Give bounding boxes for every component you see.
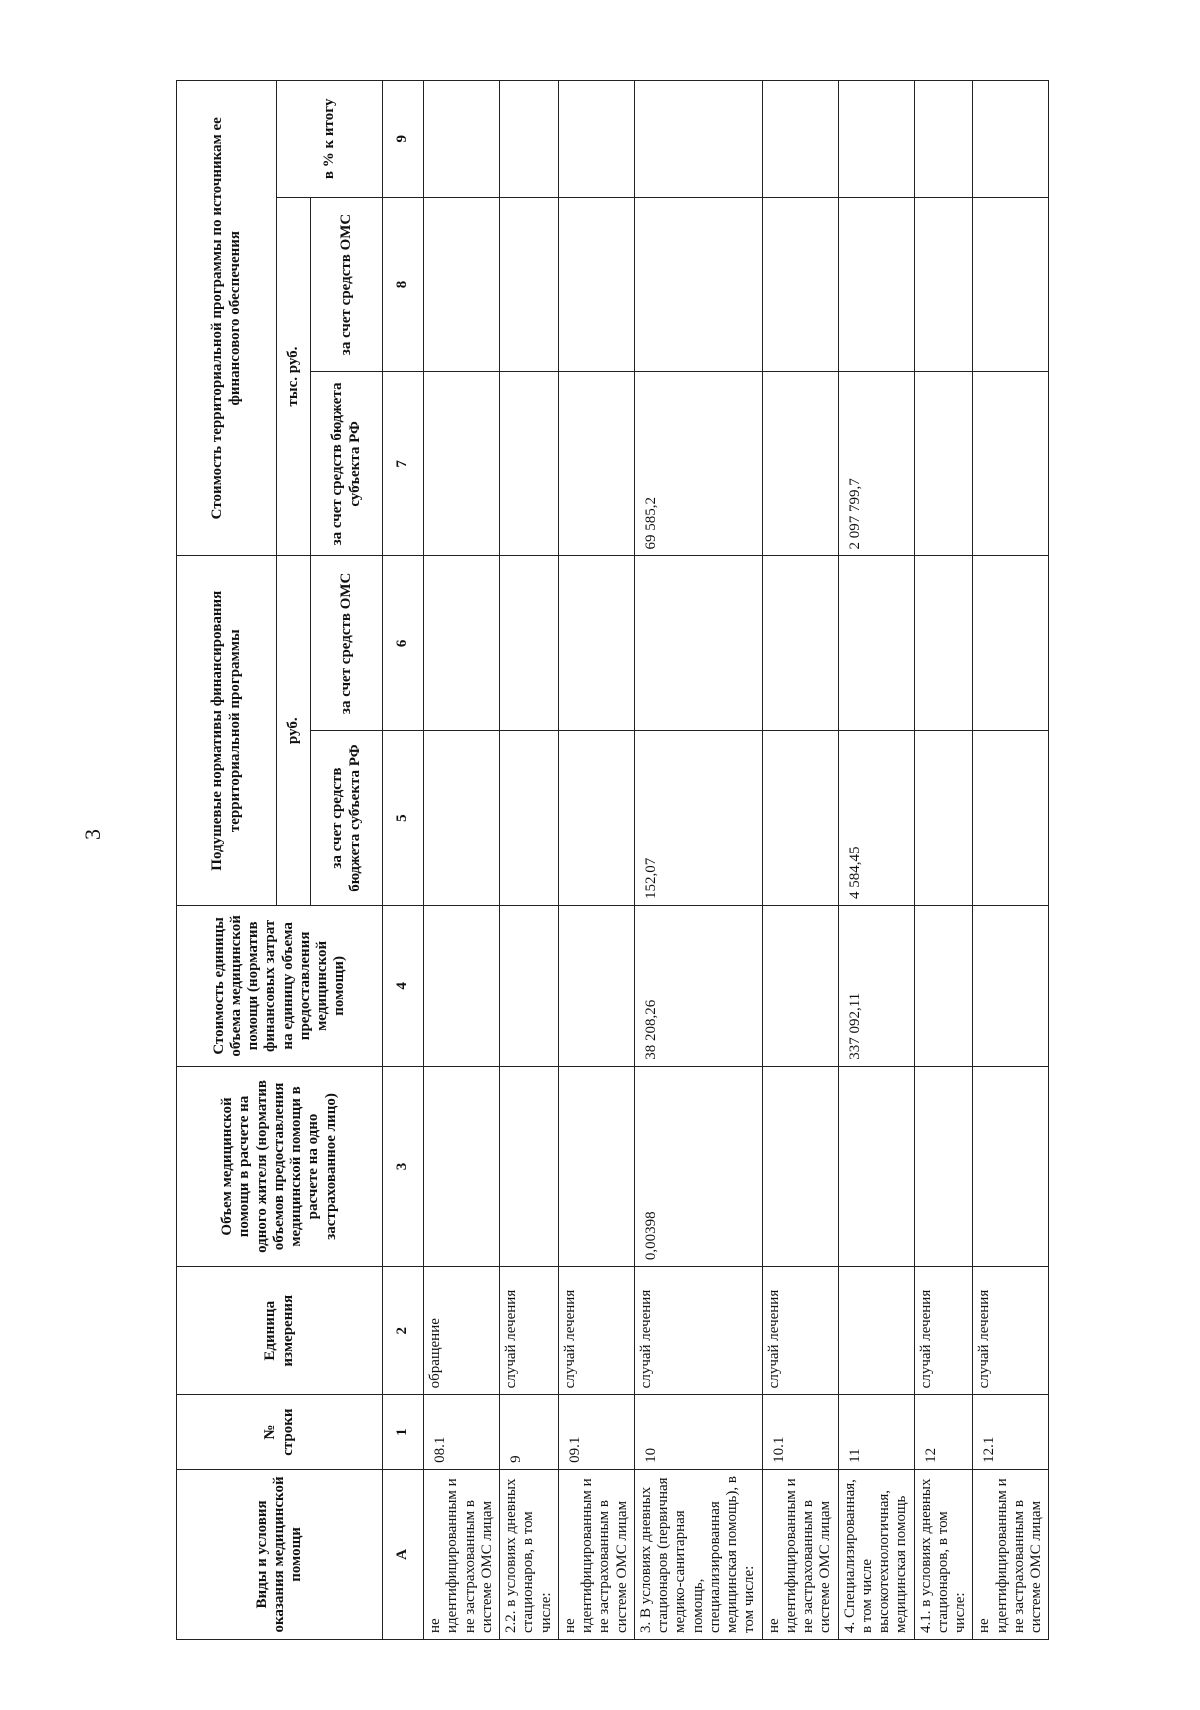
row-total-oms-cell [762,197,838,372]
row-name-cell: 4. Специализированная, в том числе высокотехнологичная, медицинская помощь [838,1469,914,1639]
row-total-budget-cell: 69 585,2 [634,372,762,556]
row-norm-budget-cell [558,731,634,906]
row-cost-cell [500,905,559,1066]
table-row [424,81,500,1640]
col-number: 6 [383,556,424,731]
row-cost-cell: 337 092,11 [838,905,914,1066]
col-number: 4 [383,905,424,1066]
header-col-2: Единица измерения [177,1267,383,1395]
financing-table [176,80,1049,1640]
row-volume-cell: 0,00398 [634,1066,762,1266]
row-line-cell: 9 [500,1395,559,1470]
row-unit-cell: случай лечения [634,1267,762,1395]
row-line-cell: 09.1 [558,1395,634,1470]
col-number: 1 [383,1395,424,1470]
row-unit-cell: обращение [424,1267,500,1395]
row-name-cell: 2.2. в условиях дневных стационаров, в том числе: [500,1469,559,1639]
row-norm-budget-cell: 4 584,45 [838,731,914,906]
header-col-1: № строки [177,1395,383,1470]
row-line-cell: 12.1 [973,1395,1049,1470]
row-norm-oms-cell [558,556,634,731]
header-group-cost: Стоимость территориальной программы по источникам ее финансового обеспечения [177,81,277,556]
row-cost-cell [914,905,973,1066]
row-total-oms-cell [973,197,1049,372]
row-norm-oms-cell [762,556,838,731]
row-total-budget-cell [914,372,973,556]
header-col-4: Стоимость единицы объема медицинской помощи (норматив финансовых затрат на единицу объема предоставления медицинской помощи) [177,905,383,1066]
row-unit-cell: случай лечения [762,1267,838,1395]
row-line-cell: 10.1 [762,1395,838,1470]
table-row [973,81,1049,1640]
row-cost-cell: 38 208,26 [634,905,762,1066]
column-numbers-row [383,81,424,1640]
row-name-cell: 3. В условиях дневных стационаров (первичная медико-санитарная помощь, специализированная медицинская помощь), в том числе: [634,1469,762,1639]
row-total-oms-cell [558,197,634,372]
row-volume-cell [424,1066,500,1266]
row-volume-cell [914,1066,973,1266]
row-norm-oms-cell [634,556,762,731]
row-total-budget-cell [973,372,1049,556]
header-col-a: Виды и условия оказания медицинской помощи [177,1469,383,1639]
header-col-5: за счет средств бюджета субъекта РФ [311,731,383,906]
row-volume-cell [838,1066,914,1266]
col-number: 2 [383,1267,424,1395]
row-total-oms-cell [424,197,500,372]
row-total-budget-cell [424,372,500,556]
row-norm-budget-cell [500,731,559,906]
row-line-cell: 12 [914,1395,973,1470]
row-total-budget-cell [762,372,838,556]
row-cost-cell [973,905,1049,1066]
row-norm-budget-cell: 152,07 [634,731,762,906]
row-norm-oms-cell [424,556,500,731]
rotated-table-frame [176,80,1044,1640]
row-norm-budget-cell [973,731,1049,906]
row-percent-cell [973,81,1049,198]
col-number: 9 [383,81,424,198]
row-unit-cell: случай лечения [500,1267,559,1395]
header-group-norm: Подушевые нормативы финансирования территориальной программы [177,556,277,906]
table-row [634,81,762,1640]
row-total-oms-cell [838,197,914,372]
row-unit-cell [838,1267,914,1395]
row-total-oms-cell [634,197,762,372]
header-unit-rub: руб. [277,556,311,906]
col-number: 3 [383,1066,424,1266]
row-total-oms-cell [914,197,973,372]
row-cost-cell [762,905,838,1066]
row-volume-cell [500,1066,559,1266]
header-col-3: Объем медицинской помощи в расчете на одного жителя (норматив объемов предоставления медицинской помощи в расчете на одно застрахованное лицо) [177,1066,383,1266]
row-norm-oms-cell [838,556,914,731]
row-line-cell: 10 [634,1395,762,1470]
row-norm-budget-cell [762,731,838,906]
row-total-oms-cell [500,197,559,372]
row-unit-cell: случай лечения [558,1267,634,1395]
row-percent-cell [838,81,914,198]
row-cost-cell [558,905,634,1066]
table-row [558,81,634,1640]
col-number: 8 [383,197,424,372]
row-unit-cell: случай лечения [973,1267,1049,1395]
row-line-cell: 11 [838,1395,914,1470]
table-row [914,81,973,1640]
header-col-8: за счет средств ОМС [311,197,383,372]
row-total-budget-cell [558,372,634,556]
row-volume-cell [558,1066,634,1266]
row-percent-cell [558,81,634,198]
header-unit-thous: тыс. руб. [277,197,311,556]
row-volume-cell [973,1066,1049,1266]
row-line-cell: 08.1 [424,1395,500,1470]
table-row [838,81,914,1640]
row-norm-budget-cell [914,731,973,906]
page-number: 3 [80,829,105,840]
row-total-budget-cell: 2 097 799,7 [838,372,914,556]
row-percent-cell [634,81,762,198]
row-norm-oms-cell [500,556,559,731]
row-norm-budget-cell [424,731,500,906]
row-percent-cell [914,81,973,198]
col-number: 5 [383,731,424,906]
row-total-budget-cell [500,372,559,556]
row-norm-oms-cell [973,556,1049,731]
col-number: А [383,1469,424,1639]
table-row [762,81,838,1640]
header-col-9: в % к итогу [277,81,383,198]
row-norm-oms-cell [914,556,973,731]
row-name-cell: не идентифицированным и не застрахованным в системе ОМС лицам [424,1469,500,1639]
row-percent-cell [500,81,559,198]
row-name-cell: не идентифицированным и не застрахованным в системе ОМС лицам [973,1469,1049,1639]
row-name-cell: не идентифицированным и не застрахованным в системе ОМС лицам [558,1469,634,1639]
header-col-7: за счет средств бюджета субъекта РФ [311,372,383,556]
header-col-6: за счет средств ОМС [311,556,383,731]
row-percent-cell [762,81,838,198]
row-name-cell: 4.1. в условиях дневных стационаров, в том числе: [914,1469,973,1639]
row-percent-cell [424,81,500,198]
row-cost-cell [424,905,500,1066]
row-unit-cell: случай лечения [914,1267,973,1395]
table-row [500,81,559,1640]
row-volume-cell [762,1066,838,1266]
col-number: 7 [383,372,424,556]
row-name-cell: не идентифицированным и не застрахованным в системе ОМС лицам [762,1469,838,1639]
